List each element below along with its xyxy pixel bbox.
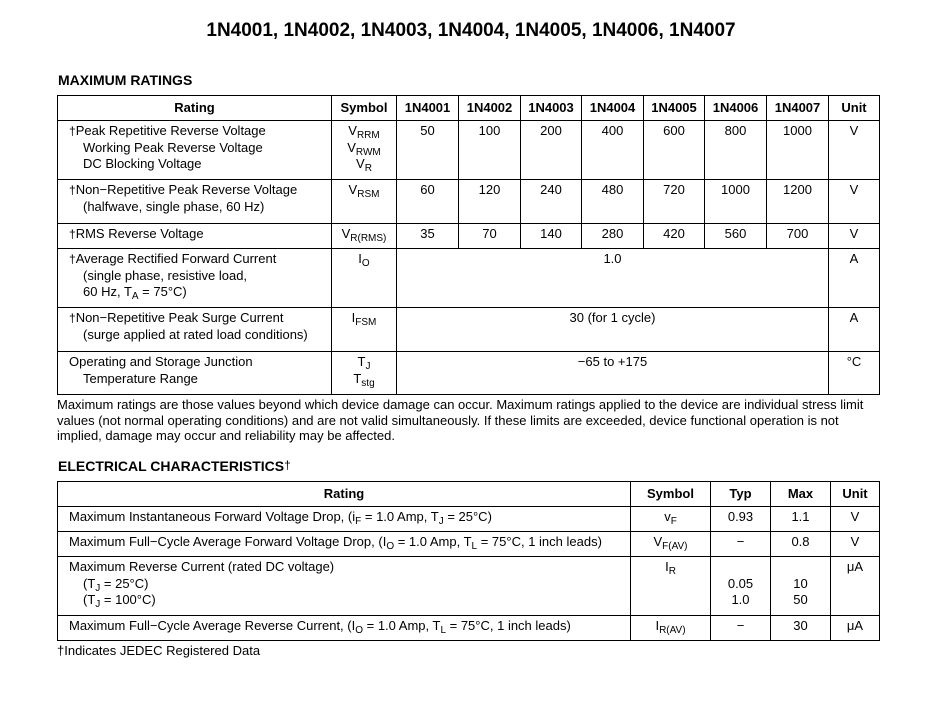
value-cell: 140 [521, 224, 582, 249]
value-cell: 700 [767, 224, 829, 249]
typ-value: 0.05 [727, 575, 754, 591]
rating-cell: Maximum Instantaneous Forward Voltage Drop, ($i_F = 1.0$ Amp, $T_J = 25^\circ C$) [58, 507, 631, 532]
electrical-characteristics-heading: ELECTRICAL CHARACTERISTICS† [58, 458, 291, 474]
rating-cell [58, 249, 332, 308]
typ-cell: − [711, 532, 771, 557]
rating-cell [58, 352, 332, 395]
table-row [58, 308, 880, 352]
column-header: 1N4007 [767, 96, 829, 121]
rating-line: Temperature Range [83, 370, 198, 386]
rating-line: Working Peak Reverse Voltage [83, 139, 263, 155]
value-cell: 240 [521, 180, 582, 224]
merged-value-cell: 1.0 [397, 249, 829, 308]
unit-cell: V [829, 121, 880, 180]
column-header: 1N4002 [459, 96, 521, 121]
value-cell: 560 [705, 224, 767, 249]
value-cell: 800 [705, 121, 767, 180]
column-header: Symbol [332, 96, 397, 121]
rating-cell: Maximum Full−Cycle Average Reverse Current, ($I_O = 1.0$ Amp, $T_L = 75^\circ C$, 1 inch leads) [58, 616, 631, 641]
typ-cell [711, 557, 771, 616]
max-value: 50 [793, 592, 808, 607]
column-header: Rating [58, 96, 332, 121]
symbol-value: $V_{R(RMS)}$ [341, 226, 387, 244]
value-cell: 480 [582, 180, 644, 224]
rating-line: (surge applied at rated load conditions) [83, 326, 308, 342]
unit-cell: V [829, 224, 880, 249]
value-cell: 35 [397, 224, 459, 249]
table-row [58, 557, 880, 616]
table-header-row [58, 96, 880, 121]
symbol-cell: $V_{F(AV)}$ [631, 532, 711, 557]
column-header: 1N4004 [582, 96, 644, 121]
rating-line: (halfwave, single phase, 60 Hz) [83, 198, 265, 214]
symbol-value: $V_{RWM}$ [347, 139, 381, 158]
symbol-cell [332, 224, 397, 249]
symbol-cell [332, 249, 397, 308]
rating-cell [58, 308, 332, 352]
value-cell: 420 [644, 224, 705, 249]
symbol-value: $V_R$ [356, 156, 372, 174]
table-row [58, 249, 880, 308]
column-header: 1N4003 [521, 96, 582, 121]
symbol-cell: $v_F$ [631, 507, 711, 532]
rating-line: Maximum Reverse Current (rated DC voltage) [69, 559, 335, 574]
table-row [58, 180, 880, 224]
symbol-cell [332, 352, 397, 395]
rating-line: DC Blocking Voltage [83, 156, 202, 171]
rating-cell [58, 121, 332, 180]
rating-cell [58, 557, 631, 616]
max-cell: 1.1 [771, 507, 831, 532]
maximum-ratings-heading: MAXIMUM RATINGS [58, 72, 193, 88]
rating-line: †Non−Repetitive Peak Surge Current [69, 310, 284, 325]
value-cell: 1000 [767, 121, 829, 180]
symbol-value: $T_J$ [357, 354, 371, 372]
max-cell [771, 557, 831, 616]
maximum-ratings-note: Maximum ratings are those values beyond which device damage can occur. Maximum ratings applied to the device are individual stress limit values (not normal operating conditions) and are not valid simultaneously. If these limits are exceeded, device functional operation is not implied, damage may occur and reliability may be affected. [57, 397, 864, 443]
unit-cell: °C [829, 352, 880, 395]
value-cell: 1000 [705, 180, 767, 224]
rating-line: †Peak Repetitive Reverse Voltage [69, 123, 266, 138]
value-cell: 400 [582, 121, 644, 180]
document-title: 1N4001, 1N4002, 1N4003, 1N4004, 1N4005, 1N4006, 1N4007 [206, 20, 736, 41]
column-header: Unit [831, 482, 880, 507]
table-row [58, 224, 880, 249]
column-header: 1N4005 [644, 96, 705, 121]
value-cell: 1200 [767, 180, 829, 224]
max-cell: 0.8 [771, 532, 831, 557]
rating-line: †Non−Repetitive Peak Reverse Voltage [69, 182, 298, 197]
table-row [58, 532, 880, 557]
column-header: Symbol [631, 482, 711, 507]
rating-line: 60 Hz, $T_A = 75^\circ C$) [83, 284, 187, 302]
table-row [58, 352, 880, 395]
rating-cell [58, 224, 332, 249]
unit-cell: A [829, 308, 880, 352]
symbol-value: $V_{RSM}$ [348, 182, 380, 200]
max-cell: 30 [771, 616, 831, 641]
symbol-value: $I_{FSM}$ [351, 310, 377, 328]
column-header: Typ [711, 482, 771, 507]
rating-line: $(T_J = 100^\circ C)$ [83, 592, 156, 610]
value-cell: 600 [644, 121, 705, 180]
unit-cell: V [829, 180, 880, 224]
unit-cell: μA [831, 557, 880, 616]
table-header-row [58, 482, 880, 507]
symbol-value: $V_{RRM}$ [348, 123, 380, 141]
value-cell: 120 [459, 180, 521, 224]
rating-cell [58, 180, 332, 224]
unit-cell: A [829, 249, 880, 308]
column-header: Max [771, 482, 831, 507]
table-row [58, 121, 880, 180]
symbol-cell: $I_{R(AV)}$ [631, 616, 711, 641]
column-header: 1N4006 [705, 96, 767, 121]
value-cell: 200 [521, 121, 582, 180]
value-cell: 60 [397, 180, 459, 224]
value-cell: 280 [582, 224, 644, 249]
symbol-value: $T_{stg}$ [353, 370, 375, 389]
unit-cell: V [831, 507, 880, 532]
rating-line: †Average Rectified Forward Current [69, 251, 277, 266]
symbol-cell [332, 308, 397, 352]
value-cell: 100 [459, 121, 521, 180]
value-cell: 720 [644, 180, 705, 224]
rating-line: $(T_J = 25^\circ C)$ [83, 575, 149, 594]
typ-value: 1.0 [731, 592, 750, 607]
column-header: Unit [829, 96, 880, 121]
typ-cell: 0.93 [711, 507, 771, 532]
table-row [58, 507, 880, 532]
maximum-ratings-table [57, 95, 880, 395]
symbol-cell [332, 121, 397, 180]
symbol-cell [332, 180, 397, 224]
rating-cell: Maximum Full−Cycle Average Forward Voltage Drop, ($I_O = 1.0$ Amp, $T_L = 75^\circ C$, 1 inch leads) [58, 532, 631, 557]
rating-line: Operating and Storage Junction [69, 354, 253, 369]
unit-cell: V [831, 532, 880, 557]
typ-cell: − [711, 616, 771, 641]
footnote: †Indicates JEDEC Registered Data [57, 643, 261, 658]
value-cell: 50 [397, 121, 459, 180]
merged-value-cell: 30 (for 1 cycle) [397, 308, 829, 352]
merged-value-cell: −65 to +175 [397, 352, 829, 395]
max-value: 10 [793, 575, 808, 591]
symbol-value: $I_O$ [358, 251, 370, 269]
column-header: 1N4001 [397, 96, 459, 121]
value-cell: 70 [459, 224, 521, 249]
table-row [58, 616, 880, 641]
rating-line: (single phase, resistive load, [83, 267, 248, 283]
electrical-characteristics-table [57, 481, 880, 641]
symbol-cell: $I_R$ [631, 557, 711, 616]
column-header: Rating [58, 482, 631, 507]
unit-cell: μA [831, 616, 880, 641]
rating-line: †RMS Reverse Voltage [69, 226, 204, 241]
